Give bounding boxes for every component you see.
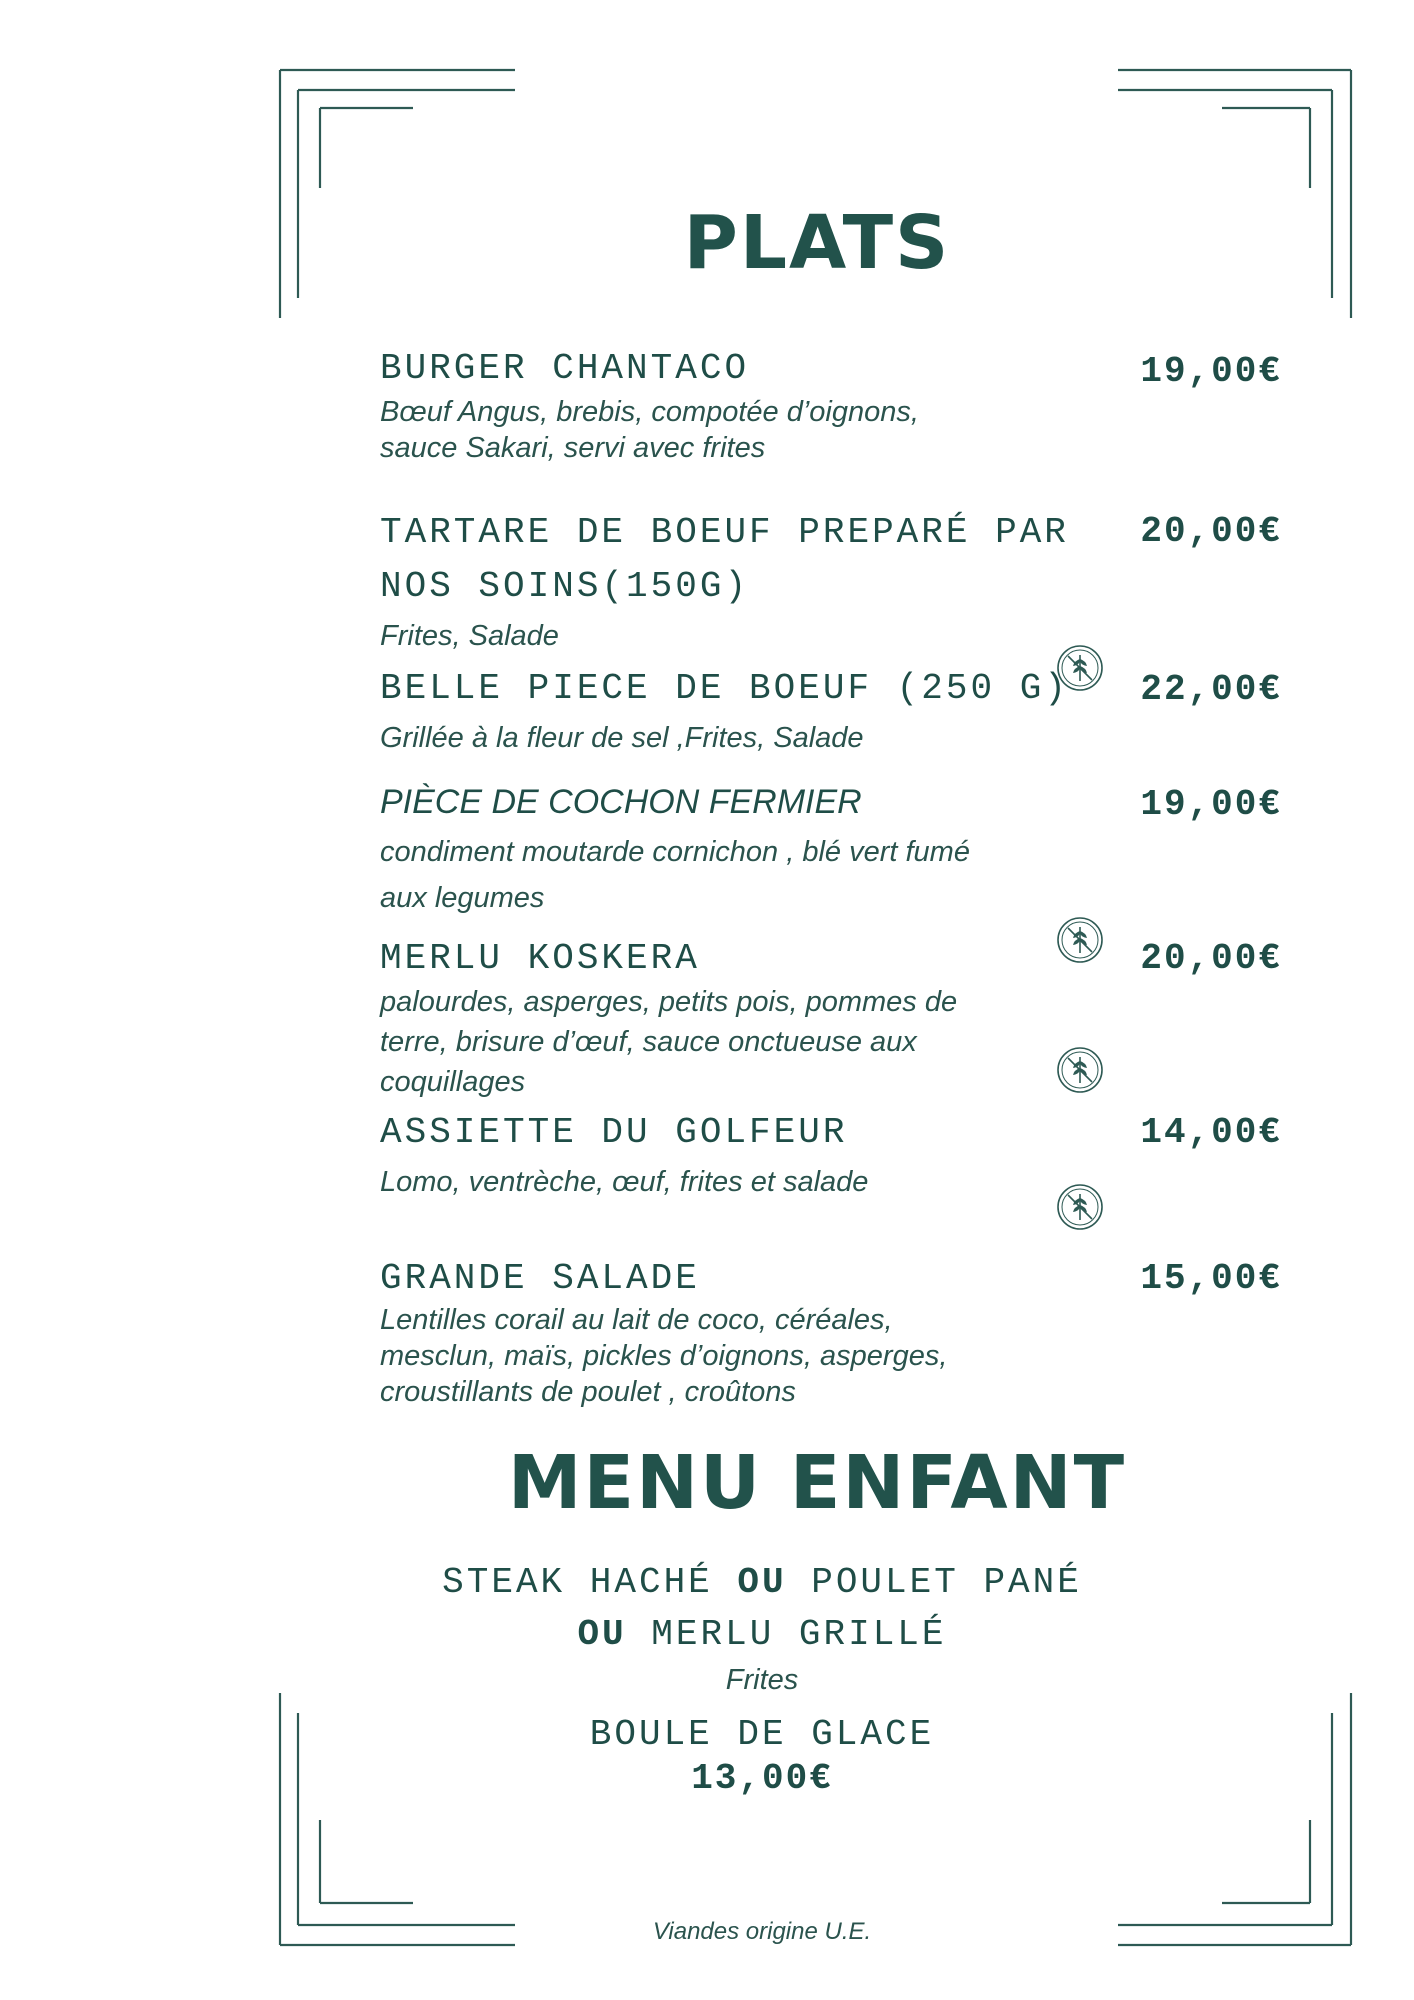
dish-name: BURGER CHANTACO bbox=[380, 348, 750, 389]
dish-description: terre, brisure d’œuf, sauce onctueuse aux bbox=[380, 1026, 917, 1058]
dish-description: condiment moutarde cornichon , blé vert fumé bbox=[380, 836, 970, 868]
dish-name: NOS SOINS(150G) bbox=[380, 566, 750, 607]
dish-description: Grillée à la fleur de sel ,Frites, Salade bbox=[380, 722, 864, 754]
dish-price: 19,00€ bbox=[1140, 351, 1282, 392]
dish-price: 19,00€ bbox=[1140, 784, 1282, 825]
dish-name: MERLU KOSKERA bbox=[380, 938, 700, 979]
dish-description: palourdes, asperges, petits pois, pommes de bbox=[380, 986, 958, 1018]
gluten-free-icon bbox=[1055, 1182, 1105, 1232]
gluten-free-icon bbox=[1055, 643, 1105, 693]
dish-name: GRANDE SALADE bbox=[380, 1258, 700, 1299]
gluten-free-icon bbox=[1055, 1045, 1105, 1095]
dish-description: aux legumes bbox=[380, 882, 545, 914]
dish-description: sauce Sakari, servi avec frites bbox=[380, 432, 766, 464]
kids-menu-main-line-1: STEAK HACHÉ OU POULET PANÉ bbox=[442, 1562, 1082, 1603]
dish-description: croustillants de poulet , croûtons bbox=[380, 1376, 796, 1408]
dish-price: 20,00€ bbox=[1140, 511, 1282, 552]
dish-price: 14,00€ bbox=[1140, 1112, 1282, 1153]
dish-description: mesclun, maïs, pickles d’oignons, asperges, bbox=[380, 1340, 948, 1372]
footer-note: Viandes origine U.E. bbox=[652, 1918, 872, 1945]
dish-name: ASSIETTE DU GOLFEUR bbox=[380, 1112, 848, 1153]
section-title-plats: PLATS bbox=[683, 200, 951, 286]
dish-description: Frites, Salade bbox=[380, 620, 559, 652]
gluten-free-icon bbox=[1055, 915, 1105, 965]
kids-menu-sides: Frites bbox=[725, 1664, 799, 1696]
dish-price: 22,00€ bbox=[1140, 669, 1282, 710]
dish-name: TARTARE DE BOEUF PREPARÉ PAR bbox=[380, 512, 1069, 553]
kids-menu-dessert: BOULE DE GLACE bbox=[589, 1714, 935, 1755]
dish-description: Lentilles corail au lait de coco, céréales, bbox=[380, 1304, 893, 1336]
dish-description: coquillages bbox=[380, 1066, 526, 1098]
dish-description: Bœuf Angus, brebis, compotée d’oignons, bbox=[380, 396, 919, 428]
kids-menu-main-line-2: OU MERLU GRILLÉ bbox=[577, 1614, 947, 1655]
section-title-menu-enfant: MENU ENFANT bbox=[507, 1440, 1127, 1526]
dish-description: Lomo, ventrèche, œuf, frites et salade bbox=[380, 1166, 869, 1198]
dish-name: PIÈCE DE COCHON FERMIER bbox=[380, 783, 862, 821]
kids-menu-price: 13,00€ bbox=[691, 1758, 833, 1799]
dish-price: 20,00€ bbox=[1140, 938, 1282, 979]
dish-name: BELLE PIECE DE BOEUF (250 G) bbox=[380, 668, 1069, 709]
dish-price: 15,00€ bbox=[1140, 1258, 1282, 1299]
